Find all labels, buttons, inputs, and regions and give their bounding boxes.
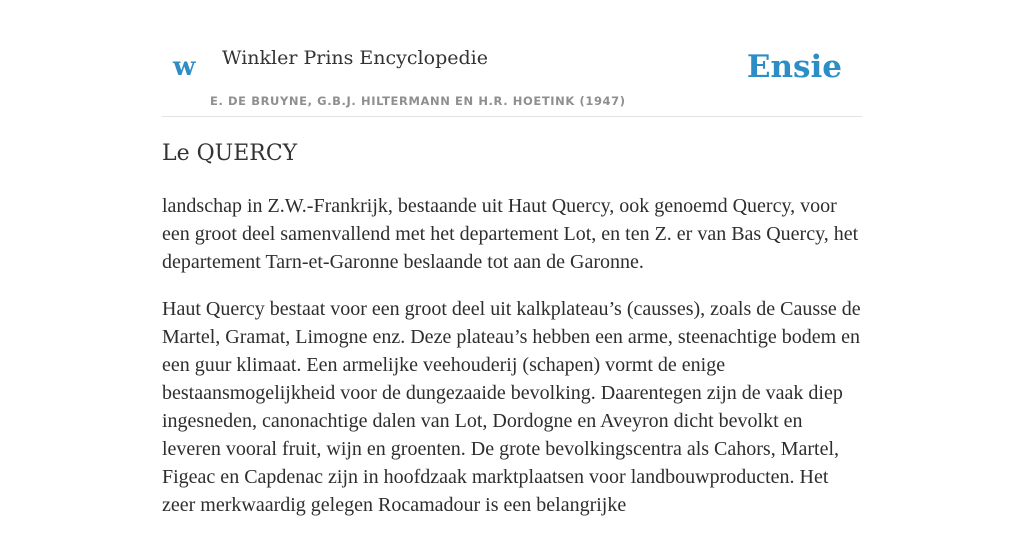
entry-title: Le QUERCY bbox=[162, 141, 298, 166]
entry-paragraph: landschap in Z.W.-Frankrijk, bestaande uit Haut Quercy, ook genoemd Quercy, voor een groot deel samenvallend met het departement Lot, en ten Z. er van Bas Quercy, het departement Tarn-et-Garonne beslaande tot aan de Garonne. bbox=[162, 195, 859, 273]
ensie-logo[interactable]: Ensie bbox=[746, 49, 842, 85]
entry-body bbox=[162, 192, 862, 538]
winkler-prins-logo[interactable]: w bbox=[173, 52, 196, 82]
book-title[interactable]: Winkler Prins Encyclopedie bbox=[222, 47, 488, 69]
book-authors: E. DE BRUYNE, G.B.J. HILTERMANN EN H.R. HOETINK (1947) bbox=[210, 94, 626, 108]
page-container bbox=[162, 0, 862, 516]
site-header bbox=[162, 0, 862, 117]
entry-paragraph: Haut Quercy bestaat voor een groot deel uit kalkplateau’s (causses), zoals de Causse de Martel, Gramat, Limogne enz. Deze plateau’s hebben een arme, steenachtige bodem en een guur klimaat. Een armelijke veehouderij (schapen) vormt de enige bestaansmogelijkheid voor de dungezaaide bevolking. Daarentegen zijn de vaak diep ingesneden, canonachtige dalen van Lot, Dordogne en Aveyron dicht bevolkt en leveren vooral fruit, wijn en groenten. De grote bevolkingscentra als Cahors, Martel, Figeac en Capdenac zijn in hoofdzaak marktplaatsen voor landbouwproducten. Het zeer merkwaardig gelegen Rocamadour is een belangrijke bbox=[162, 298, 861, 516]
